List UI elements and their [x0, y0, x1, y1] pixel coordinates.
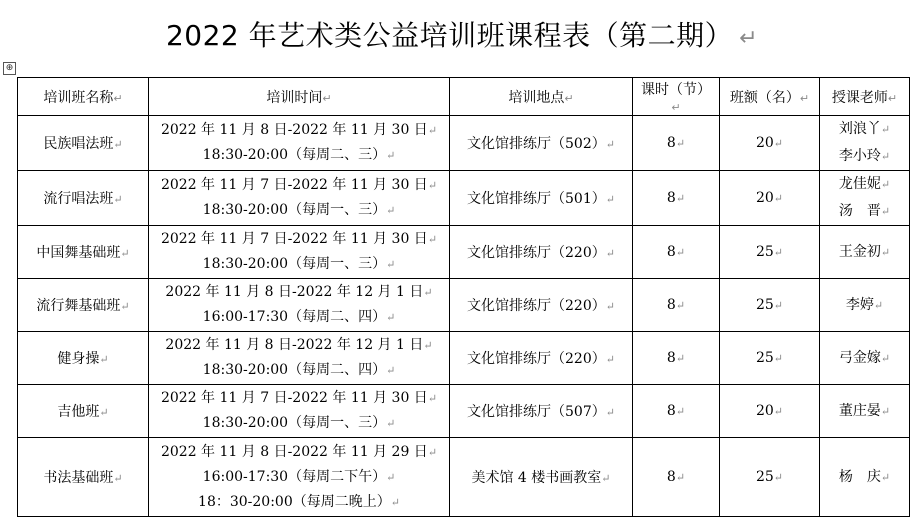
training-time-cell[interactable]: [149, 171, 450, 226]
paragraph-mark-icon: ↵: [113, 193, 123, 206]
class-size: 25: [755, 297, 774, 313]
location: 文化馆排练厅（220）: [467, 245, 606, 261]
paragraph-mark-icon: ↵: [386, 311, 396, 324]
class-size-cell[interactable]: [720, 385, 820, 438]
paragraph-mark-icon: ↵: [605, 193, 615, 206]
teacher-cell[interactable]: [820, 438, 910, 517]
location: 文化馆排练厅（502）: [467, 136, 606, 152]
teacher-name: 王金初: [838, 243, 881, 260]
hours-cell[interactable]: [633, 116, 720, 171]
teacher-name: 龙佳妮: [838, 176, 881, 192]
paragraph-mark-icon: ↵: [675, 471, 686, 484]
time-text: 2022 年 11 月 8 日-2022 年 12 月 1 日: [165, 284, 424, 300]
paragraph-mark-icon: ↵: [773, 352, 784, 365]
teacher-name: 汤 晋: [838, 203, 881, 219]
class-size-cell[interactable]: [720, 171, 820, 226]
class-name: 流行舞基础班: [36, 298, 121, 314]
paragraph-mark-icon: ↵: [773, 299, 784, 312]
hours: 8: [666, 297, 676, 313]
paragraph-mark-icon: ↵: [390, 495, 400, 509]
paragraph-mark-icon: ↵: [386, 204, 396, 217]
training-time-cell[interactable]: [149, 226, 450, 279]
teacher-line: [824, 239, 905, 266]
paragraph-mark-icon: ↵: [601, 472, 611, 485]
class-name: 吉他班: [57, 404, 100, 420]
time-text: 16:00-17:30（每周二、四）: [202, 309, 387, 325]
class-name-cell[interactable]: [18, 332, 149, 385]
training-time-cell[interactable]: [149, 116, 450, 171]
time-line: [153, 333, 445, 358]
time-line: [153, 280, 445, 305]
time-text: 18:30-20:00（每周一、三）: [202, 202, 387, 218]
class-name: 中国舞基础班: [36, 245, 121, 261]
column-header-label: 培训地点: [508, 89, 565, 106]
class-size: 25: [755, 469, 774, 485]
time-line: [153, 358, 445, 383]
column-header: [720, 78, 820, 116]
teacher-name: 李小玲: [838, 148, 881, 164]
hours-cell[interactable]: [633, 279, 720, 332]
schedule-table: [17, 77, 910, 517]
paragraph-mark-icon: ↵: [675, 246, 686, 259]
location: 文化馆排练厅（501）: [467, 191, 606, 207]
class-name: 书法基础班: [43, 470, 114, 486]
table-body: [18, 116, 910, 517]
time-line: [153, 198, 445, 223]
column-header: [633, 78, 720, 116]
hours: 8: [666, 403, 676, 419]
table-row: [18, 226, 910, 279]
paragraph-mark-icon: ↵: [427, 179, 438, 192]
header-row: [18, 78, 910, 116]
table-row: [18, 279, 910, 332]
time-line: [153, 411, 445, 436]
paragraph-mark-icon: ↵: [120, 247, 130, 260]
teacher-line: [824, 143, 905, 170]
paragraph-mark-icon: ↵: [322, 91, 332, 105]
table-row: [18, 438, 910, 517]
column-header-label: 培训班名称: [43, 89, 114, 106]
paragraph-mark-icon: ↵: [880, 470, 891, 484]
paragraph-mark-icon: ↵: [386, 470, 396, 484]
paragraph-mark-icon: ↵: [427, 445, 438, 459]
teacher-line: [824, 171, 905, 198]
class-size-cell[interactable]: [720, 332, 820, 385]
time-line: [153, 227, 445, 252]
training-time-cell[interactable]: [149, 332, 450, 385]
time-text: 2022 年 11 月 8 日-2022 年 12 月 1 日: [165, 337, 424, 353]
paragraph-mark-icon: ↵: [880, 351, 891, 365]
table-row: [18, 332, 910, 385]
training-time-cell[interactable]: [149, 279, 450, 332]
hours: 8: [666, 135, 676, 151]
paragraph-mark-icon: ↵: [427, 124, 438, 137]
time-text: 2022 年 11 月 7 日-2022 年 11 月 30 日: [160, 390, 428, 406]
class-size-cell[interactable]: [720, 438, 820, 517]
time-text: 18:30-20:00（每周二、三）: [202, 147, 387, 163]
paragraph-mark-icon: ↵: [887, 91, 898, 105]
class-name: 民族唱法班: [43, 136, 114, 152]
teacher-line: [824, 398, 905, 425]
paragraph-mark-icon: ↵: [605, 406, 615, 419]
class-size: 25: [755, 350, 774, 366]
paragraph-mark-icon: ↵: [386, 417, 396, 430]
class-name-cell[interactable]: [18, 438, 149, 517]
paragraph-mark-icon: ↵: [773, 471, 784, 484]
teacher-name: 刘浪丫: [838, 121, 881, 137]
class-name: 健身操: [57, 351, 100, 367]
teacher-line: [824, 116, 905, 143]
paragraph-mark-icon: ↵: [773, 137, 784, 150]
class-size-cell[interactable]: [720, 116, 820, 171]
teacher-name: 弓金嫁: [838, 349, 881, 366]
paragraph-mark-icon: ↵: [880, 245, 891, 259]
paragraph-mark-icon: ↵: [773, 246, 784, 259]
paragraph-mark-icon: ↵: [671, 100, 681, 114]
paragraph-mark-icon: ↵: [880, 123, 891, 136]
training-time-cell[interactable]: [149, 385, 450, 438]
paragraph-mark-icon: ↵: [773, 192, 784, 205]
hours-cell[interactable]: [633, 385, 720, 438]
location-cell[interactable]: [450, 226, 633, 279]
location-cell[interactable]: [450, 438, 633, 517]
class-name-cell[interactable]: [18, 385, 149, 438]
time-text: 2022 年 11 月 8 日-2022 年 11 月 29 日: [160, 443, 428, 460]
paragraph-mark-icon: ↵: [423, 286, 433, 299]
paragraph-mark-icon: ↵: [675, 352, 686, 365]
time-text: 18：30-20:00（每周二晚上）: [198, 493, 391, 510]
paragraph-mark-icon: ↵: [675, 137, 686, 150]
paragraph-mark-icon: ↵: [880, 404, 891, 418]
hours-cell[interactable]: [633, 438, 720, 517]
title-text: 2022 年艺术类公益培训班课程表（第二期）: [165, 19, 734, 52]
paragraph-mark-icon: ↵: [113, 472, 123, 485]
location-cell[interactable]: [450, 332, 633, 385]
hours: 8: [666, 469, 676, 485]
hours: 8: [666, 190, 676, 206]
paragraph-mark-icon: ↵: [799, 91, 810, 105]
paragraph-mark-icon: ↵: [605, 247, 615, 260]
location-cell[interactable]: [450, 116, 633, 171]
page-title: [0, 14, 924, 54]
time-line: [153, 252, 445, 277]
training-time-cell[interactable]: [149, 438, 450, 517]
time-line: [153, 305, 445, 330]
paragraph-mark-icon: ↵: [873, 298, 884, 312]
table-row: [18, 116, 910, 171]
paragraph-mark-icon: ↵: [427, 233, 438, 246]
teacher-line: [824, 464, 905, 491]
location-cell[interactable]: [450, 385, 633, 438]
class-size: 20: [755, 403, 774, 419]
paragraph-mark-icon: ↵: [120, 300, 130, 313]
column-header: [820, 78, 910, 116]
table-row: [18, 171, 910, 226]
table-row: [18, 385, 910, 438]
time-line: [153, 490, 445, 515]
paragraph-mark-icon: ↵: [99, 406, 109, 419]
time-text: 18:30-20:00（每周一、三）: [202, 415, 387, 431]
paragraph-mark-icon: ↵: [386, 364, 396, 377]
paragraph-mark-icon: ↵: [386, 258, 396, 271]
paragraph-mark-icon: ↵: [880, 150, 891, 163]
paragraph-mark-icon: ↵: [880, 178, 891, 191]
time-line: [153, 465, 445, 490]
location: 文化馆排练厅（220）: [467, 298, 606, 314]
paragraph-mark-icon: ↵: [113, 138, 123, 151]
hours-cell[interactable]: [633, 171, 720, 226]
class-size-cell[interactable]: [720, 226, 820, 279]
paragraph-mark-icon: ↵: [605, 353, 615, 366]
column-header: [18, 78, 149, 116]
class-size: 20: [755, 135, 774, 151]
time-line: [153, 173, 445, 198]
teacher-cell[interactable]: [820, 116, 910, 171]
class-size-cell[interactable]: [720, 279, 820, 332]
column-header: [450, 78, 633, 116]
paragraph-mark-icon: ↵: [427, 392, 438, 405]
class-name-cell[interactable]: [18, 226, 149, 279]
paragraph-mark-icon: ↵: [386, 149, 396, 162]
location: 文化馆排练厅（507）: [467, 404, 606, 420]
class-name-cell[interactable]: [18, 116, 149, 171]
column-header-label: 培训时间: [266, 89, 323, 106]
column-header-label: 课时（节）: [641, 81, 711, 98]
teacher-name: 董庄晏: [838, 402, 881, 419]
time-text: 2022 年 11 月 8 日-2022 年 11 月 30 日: [160, 122, 428, 138]
table-move-handle-icon[interactable]: ⊕: [3, 62, 16, 75]
time-text: 16:00-17:30（每周二下午）: [202, 468, 387, 485]
column-header-label: 授课老师: [831, 89, 888, 106]
teacher-line: [824, 198, 905, 225]
teacher-line: [824, 345, 905, 372]
time-line: [153, 440, 445, 465]
paragraph-mark-icon: ↵: [113, 91, 123, 105]
time-text: 18:30-20:00（每周二、四）: [202, 362, 387, 378]
teacher-cell[interactable]: [820, 385, 910, 438]
paragraph-mark-icon: ↵: [773, 405, 784, 418]
class-size: 20: [755, 190, 774, 206]
hours: 8: [666, 350, 676, 366]
hours-cell[interactable]: [633, 226, 720, 279]
hours-cell[interactable]: [633, 332, 720, 385]
class-name-cell[interactable]: [18, 279, 149, 332]
time-line: [153, 386, 445, 411]
teacher-name: 杨 庆: [838, 468, 881, 485]
time-line: [153, 118, 445, 143]
column-header: [149, 78, 450, 116]
class-name: 流行唱法班: [43, 191, 114, 207]
time-text: 18:30-20:00（每周一、三）: [202, 256, 387, 272]
paragraph-mark-icon: ↵: [675, 192, 686, 205]
paragraph-mark-icon: ↵: [423, 339, 433, 352]
paragraph-mark-icon: ↵: [605, 300, 615, 313]
time-text: 2022 年 11 月 7 日-2022 年 11 月 30 日: [160, 177, 428, 193]
time-line: [153, 143, 445, 168]
paragraph-mark-icon: ↵: [739, 26, 759, 51]
teacher-cell[interactable]: [820, 171, 910, 226]
paragraph-mark-icon: ↵: [675, 299, 686, 312]
paragraph-mark-icon: ↵: [675, 405, 686, 418]
paragraph-mark-icon: ↵: [605, 138, 615, 151]
location-cell[interactable]: [450, 171, 633, 226]
paragraph-mark-icon: ↵: [880, 205, 891, 218]
class-size: 25: [755, 244, 774, 260]
class-name-cell[interactable]: [18, 171, 149, 226]
location: 文化馆排练厅（220）: [467, 351, 606, 367]
location-cell[interactable]: [450, 279, 633, 332]
paragraph-mark-icon: ↵: [564, 91, 574, 105]
teacher-line: [824, 292, 905, 319]
column-header-label: 班额（名）: [729, 89, 800, 106]
teacher-cell[interactable]: [820, 226, 910, 279]
teacher-name: 李婷: [845, 296, 874, 313]
hours: 8: [666, 244, 676, 260]
time-text: 2022 年 11 月 7 日-2022 年 11 月 30 日: [160, 231, 428, 247]
teacher-cell[interactable]: [820, 332, 910, 385]
location: 美术馆 4 楼书画教室: [471, 470, 602, 486]
paragraph-mark-icon: ↵: [99, 353, 109, 366]
teacher-cell[interactable]: [820, 279, 910, 332]
